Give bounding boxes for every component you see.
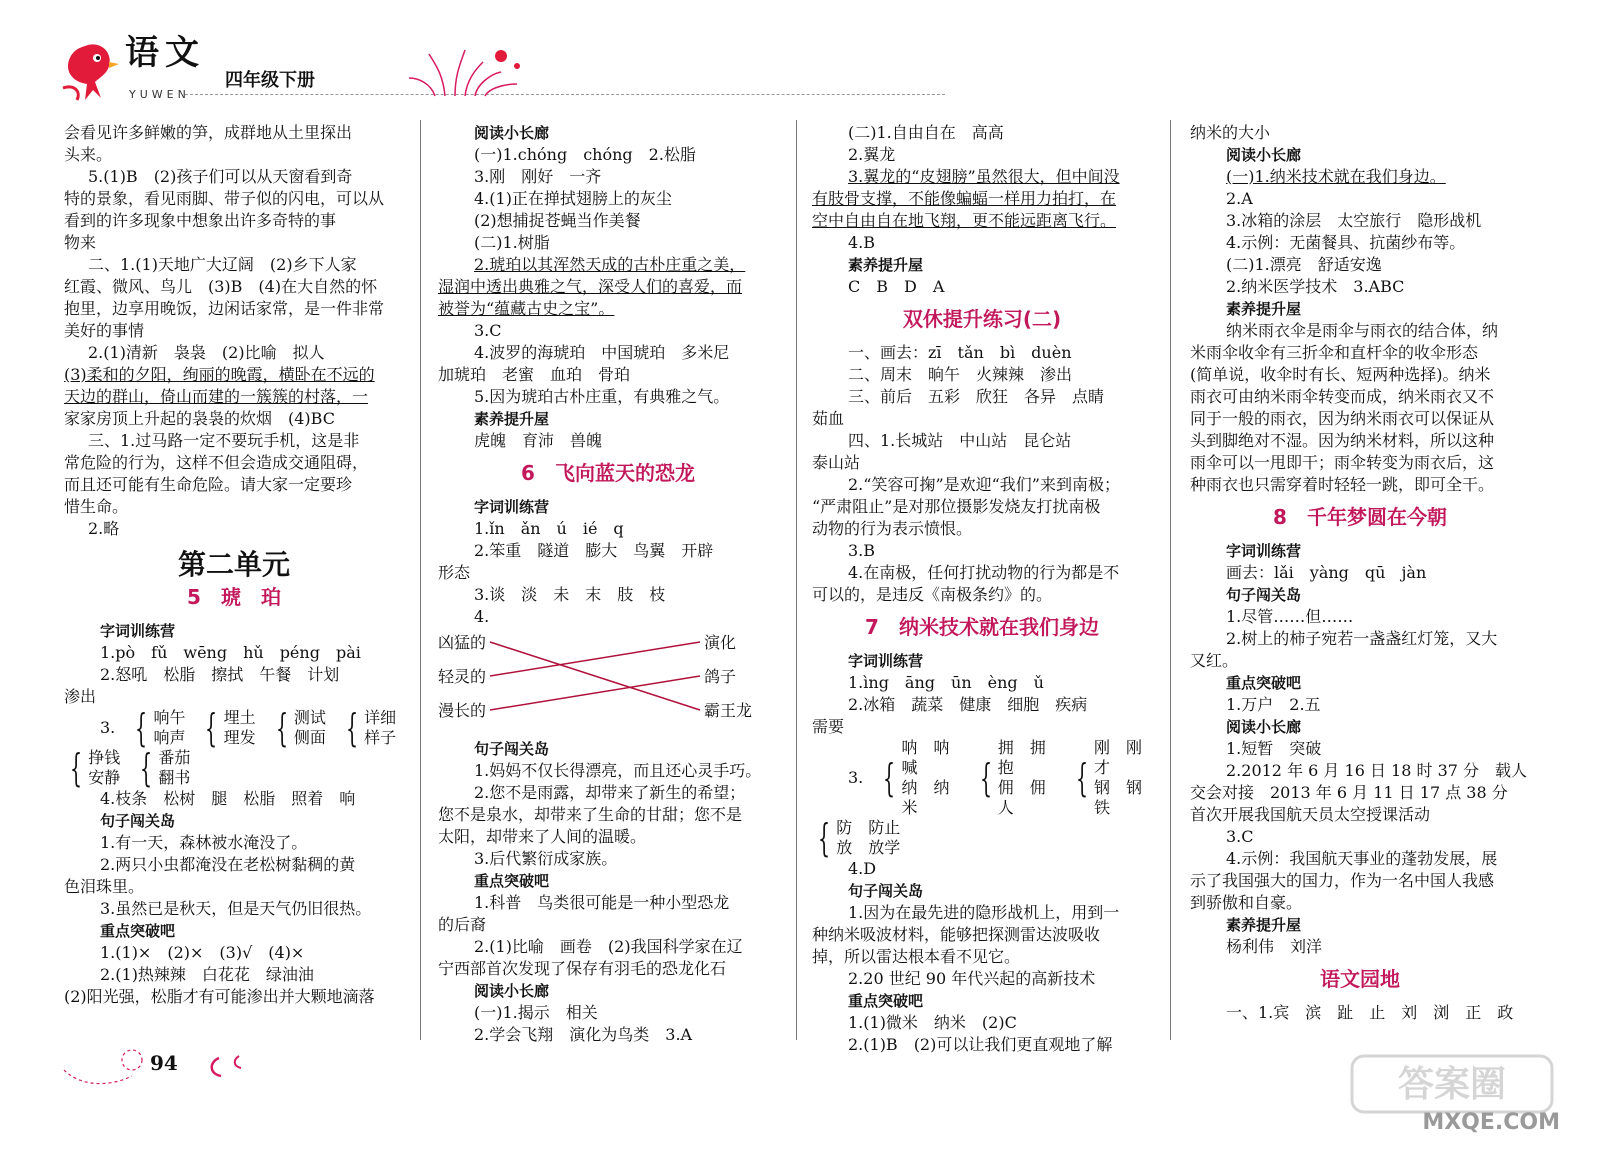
text-line: 5.因为琥珀古朴庄重，有典雅之气。: [474, 387, 730, 406]
word: 佣 佣人: [997, 778, 1046, 817]
text-line: 加琥珀 老蜜 血珀 骨珀: [438, 365, 631, 384]
word: 翻书: [158, 768, 191, 787]
text-line: 4.B: [848, 233, 876, 252]
text-line: 3.翼龙的“皮翅膀”虽然很大，但中间没: [848, 167, 1120, 186]
lesson-heading: [438, 462, 778, 484]
text-line: 2.2012 年 6 月 16 日 18 时 37 分 载人: [1226, 761, 1528, 780]
text-line: (二)1.漂亮 舒适安逸: [1226, 255, 1382, 274]
word: 挣钱: [88, 748, 121, 767]
page-header: [55, 33, 955, 108]
text-line: 家家房顶上升起的袅袅的炊烟 (4)BC: [64, 409, 335, 428]
word-pair: { 响午 响声: [135, 706, 186, 750]
word: 响午: [153, 708, 186, 727]
text-line: 2.略: [88, 519, 120, 538]
text-line: 1.(1)微米 纳米 (2)C: [848, 1013, 1017, 1032]
text-line: 又红。: [1190, 651, 1239, 670]
lesson-title: 琥 珀: [220, 585, 281, 609]
section-heading: 阅读小长廊: [474, 124, 550, 142]
column-3: [812, 122, 1152, 1056]
match-right-item: 霸王龙: [704, 701, 753, 720]
lesson-heading: [64, 586, 404, 608]
text-line: 空中自由自在地飞翔，更不能远距离飞行。: [812, 211, 1117, 230]
brace-group-row: [64, 748, 404, 788]
word: 理发: [223, 728, 256, 747]
word-pair: { 挣钱 安静: [70, 746, 121, 790]
section-heading: 句子闯关岛: [1226, 586, 1302, 604]
lesson-title: 纳米技术就在我们身边: [898, 615, 1099, 639]
text-line: 2.笨重 隧道 膨大 鸟翼 开辟: [474, 541, 714, 560]
text-line: 2.(1)热辣辣 白花花 绿油油: [100, 965, 314, 984]
text-line: 4.在南极，任何打扰动物的行为都是不: [848, 563, 1120, 582]
page-number: 94: [150, 1051, 178, 1075]
text-line: C B D A: [848, 277, 945, 296]
match-left-item: 凶猛的: [438, 633, 487, 652]
column-2: [438, 122, 778, 1046]
text-line: 2.(1)B (2)可以让我们更直观地了解: [848, 1035, 1113, 1054]
word-pair: { 防 防止 放 放学: [818, 816, 901, 860]
section-heading: 阅读小长廊: [474, 982, 550, 1000]
section-heading: 阅读小长廊: [1226, 146, 1302, 164]
word: 纳 纳米: [901, 778, 950, 817]
text-line: 常危险的行为，这样不但会造成交通阻碍，: [64, 453, 369, 472]
word: 钢 钢铁: [1093, 778, 1142, 817]
text-line: 三、1.过马路一定不要玩手机，这是非: [88, 431, 360, 450]
brace-group-row: [812, 818, 1152, 858]
column-divider: [796, 120, 797, 1040]
text-line: 3.B: [848, 541, 876, 560]
text-line: 2.20 世纪 90 年代兴起的高新技术: [848, 969, 1096, 988]
section-heading: 字词训练营: [474, 498, 550, 516]
word: 详细: [364, 708, 397, 727]
text-line: 二、周末 晌午 火辣辣 渗出: [848, 365, 1073, 384]
section-heading: 字词训练营: [100, 622, 176, 640]
text-line: 4.: [474, 607, 490, 626]
item-number: 3.: [100, 718, 116, 737]
text-line: 头到脚绝对不湿。因为纳米材料，所以这种: [1190, 431, 1495, 450]
text-line: 看到的许多现象中想象出许多奇特的事: [64, 211, 337, 230]
section-heading: 字词训练营: [1226, 542, 1302, 560]
word: 安静: [88, 768, 121, 787]
text-line: 1.短暂 突破: [1226, 739, 1322, 758]
section-heading: 句子闯关岛: [474, 740, 550, 758]
text-line: 您不是泉水，却带来了生命的甘甜；您不是: [438, 805, 743, 824]
text-line: 而且还可能有生命危险。请大家一定要珍: [64, 475, 353, 494]
moon-decoration-icon: [205, 1054, 249, 1078]
text-line: (二)1.树脂: [474, 233, 550, 252]
word-pair: { 刚 刚才 钢 钢铁: [1070, 738, 1152, 818]
text-line: 2.学会飞翔 演化为鸟类 3.A: [474, 1025, 693, 1044]
word-pair: { 拥 拥抱 佣 佣人: [974, 738, 1056, 818]
text-line: 2.(1)比喻 画卷 (2)我国科学家在辽: [474, 937, 743, 956]
lesson-heading: 双休提升练习(二): [902, 307, 1062, 331]
text-line: 一、1.宾 滨 趾 止 刘 浏 正 政: [1226, 1003, 1514, 1022]
text-line: 4.枝条 松树 腿 松脂 照着 响: [100, 789, 356, 808]
word: 侧面: [293, 728, 326, 747]
text-line: 1.有一天，森林被水淹没了。: [100, 833, 308, 852]
word: 防 防止: [836, 818, 901, 837]
text-line: 3.C: [1226, 827, 1254, 846]
text-line: 有肢骨支撑，不能像蝙蝠一样用力拍打，在: [812, 189, 1117, 208]
text-line: 1.ǐn ǎn ú ié q: [474, 519, 624, 538]
lesson-heading: 语文园地: [1320, 967, 1400, 991]
text-line: 1.尽管……但……: [1226, 607, 1354, 626]
word: 测试: [293, 708, 326, 727]
section-heading: 阅读小长廊: [1226, 718, 1302, 736]
word: 样子: [364, 728, 397, 747]
text-line: 动物的行为表示愤恨。: [812, 519, 973, 538]
text-line: (2)想捕捉苍蝇当作美餐: [474, 211, 641, 230]
text-line: 二、1.(1)天地广大辽阔 (2)乡下人家: [88, 255, 357, 274]
text-line: 茹血: [812, 409, 845, 428]
text-line: (3)柔和的夕阳，绚丽的晚霞，横卧在不远的: [64, 365, 375, 384]
text-line: 惜生命。: [64, 497, 129, 516]
watermark-text: MXQE.COM: [1422, 1110, 1560, 1135]
text-line: 泰山站: [812, 453, 861, 472]
section-heading: 重点突破吧: [848, 992, 924, 1010]
lesson-title: 飞向蓝天的恐龙: [554, 461, 695, 485]
text-line: 天边的群山，倚山而建的一簇簇的村落，一: [64, 387, 369, 406]
text-line: (一)1.chóng chóng 2.松脂: [474, 145, 696, 164]
text-line: 雨衣可由纳米雨伞转变而成，纳米雨衣又不: [1190, 387, 1495, 406]
text-line: 杨利伟 刘洋: [1226, 937, 1323, 956]
bird-logo-icon: [55, 38, 125, 108]
subject-title: 语文: [125, 33, 205, 73]
match-right-item: 演化: [704, 633, 737, 652]
text-line: 2.树上的柿子宛若一盏盏红灯笼，又大: [1226, 629, 1498, 648]
text-line: 2.纳米医学技术 3.ABC: [1226, 277, 1405, 296]
lesson-number: 5: [187, 585, 201, 609]
text-line: 2.(1)清新 袅袅 (2)比喻 拟人: [88, 343, 325, 362]
section-heading: 句子闯关岛: [848, 882, 924, 900]
text-line: 头来。: [64, 145, 113, 164]
text-line: 纳米雨衣伞是雨伞与雨衣的结合体，纳: [1226, 321, 1499, 340]
header-divider: [185, 94, 945, 95]
text-line: 3.冰箱的涂层 太空旅行 隐形战机: [1226, 211, 1482, 230]
word: 番茄: [158, 748, 191, 767]
text-line: 抱里，边享用晚饭，边闲话家常，是一件非常: [64, 299, 385, 318]
lesson-heading: [812, 616, 1152, 638]
text-line: 4.示例：我国航天事业的蓬勃发展，展: [1226, 849, 1498, 868]
text-line: 物来: [64, 233, 97, 252]
text-line: 5.(1)B (2)孩子们可以从天窗看到奇: [88, 167, 353, 186]
text-line: 雨伞可以一甩即干；雨伞转变为雨衣后，这: [1190, 453, 1495, 472]
section-heading: 字词训练营: [848, 652, 924, 670]
grass-flower-decoration-icon: [405, 44, 565, 98]
text-line: 1.科普 鸟类很可能是一种小型恐龙: [474, 893, 730, 912]
text-line: 到骄傲和自豪。: [1190, 893, 1303, 912]
brace-group-row: [812, 738, 1152, 818]
text-line: 种雨衣也只需穿着时轻轻一跳，即可全干。: [1190, 475, 1495, 494]
match-left-item: 漫长的: [438, 701, 487, 720]
text-line: 需要: [812, 717, 845, 736]
section-heading: 素养提升屋: [848, 256, 924, 274]
text-line: 美好的事情: [64, 321, 145, 340]
text-line: (一)1.揭示 相关: [474, 1003, 598, 1022]
text-line: 2.您不是雨露，却带来了新生的希望；: [474, 783, 746, 802]
word: 呐 呐喊: [901, 738, 950, 777]
text-line: 形态: [438, 563, 471, 582]
text-line: 2.“笑容可掬”是欢迎“我们”来到南极；: [848, 475, 1120, 494]
lesson-number: 7: [865, 615, 879, 639]
word: 放 放学: [836, 838, 901, 857]
text-line: 种纳米吸波材料，能够把探测雷达波吸收: [812, 925, 1101, 944]
text-line: 三、前后 五彩 欣狂 各异 点睛: [848, 387, 1105, 406]
text-line: 虎魄 育沛 兽魄: [474, 431, 603, 450]
text-line: 1.妈妈不仅长得漂亮，而且还心灵手巧。: [474, 761, 762, 780]
text-line: 3.C: [474, 321, 502, 340]
lesson-number: 6: [521, 461, 535, 485]
section-heading: 重点突破吧: [474, 872, 550, 890]
text-line: 红霞、微风、鸟儿 (3)B (4)在大自然的怀: [64, 277, 378, 296]
text-line: 四、1.长城站 中山站 昆仑站: [848, 431, 1072, 450]
text-line: 1.因为在最先进的隐形战机上，用到一: [848, 903, 1120, 922]
text-line: 太阳，却带来了人间的温暖。: [438, 827, 647, 846]
matching-exercise: [438, 628, 778, 738]
text-line: 同于一般的雨衣，因为纳米雨衣可以保证从: [1190, 409, 1495, 428]
section-heading: 重点突破吧: [1226, 674, 1302, 692]
word: 埋土: [223, 708, 256, 727]
text-line: 2.怒吼 松脂 擦拭 午餐 计划: [100, 665, 340, 684]
word-pair: { 番茄 翻书: [140, 746, 191, 790]
text-line: (一)1.纳米技术就在我们身边。: [1226, 167, 1446, 186]
text-line: 纳米的大小: [1190, 123, 1271, 142]
word: 拥 拥抱: [997, 738, 1046, 777]
item-number: 3.: [848, 768, 864, 787]
text-line: 3.刚 刚好 一齐: [474, 167, 602, 186]
column-1: [64, 122, 404, 1008]
text-line: (2)阳光强，松脂才有可能渗出并大颗地滴落: [64, 987, 375, 1006]
section-heading: 素养提升屋: [474, 410, 550, 428]
section-heading: 句子闯关岛: [100, 812, 176, 830]
text-line: 2.冰箱 蔬菜 健康 细胞 疾病: [848, 695, 1088, 714]
brace-group-row: [64, 708, 404, 748]
text-line: 1.pò fǔ wēng hǔ péng pài: [100, 643, 361, 662]
text-line: 会看见许多鲜嫩的笋，成群地从土里探出: [64, 123, 353, 142]
word: 响声: [153, 728, 186, 747]
word-pair: { 详细 样子: [345, 706, 397, 750]
word-pair: { 埋土 理发: [205, 706, 256, 750]
text-line: 2.A: [1226, 189, 1253, 208]
text-line: 2.翼龙: [848, 145, 896, 164]
text-line: 4.示例：无菌餐具、抗菌纱布等。: [1226, 233, 1466, 252]
lesson-heading: [1190, 506, 1530, 528]
column-divider: [1170, 120, 1171, 1040]
text-line: 4.(1)正在掸拭翅膀上的灰尘: [474, 189, 672, 208]
text-line: 可以的，是违反《南极条约》的。: [812, 585, 1053, 604]
text-line: 首次开展我国航天员太空授课活动: [1190, 805, 1431, 824]
text-line: 1.(1)× (2)× (3)√ (4)×: [100, 943, 305, 962]
text-line: 米雨伞收伞有三折伞和直杆伞的收伞形态: [1190, 343, 1479, 362]
text-line: 2.琥珀以其浑然天成的古朴庄重之美，: [474, 255, 746, 274]
watermark-logo-text: 答案圈: [1397, 1064, 1507, 1105]
text-line: 的后裔: [438, 915, 487, 934]
text-line: 宁西部首次发现了保存有羽毛的恐龙化石: [438, 959, 727, 978]
section-heading: 重点突破吧: [100, 922, 176, 940]
text-line: 1.ìng āng ūn èng ǔ: [848, 673, 1044, 692]
column-4: [1190, 122, 1530, 1024]
text-line: 1.万户 2.五: [1226, 695, 1321, 714]
match-left-item: 轻灵的: [438, 667, 487, 686]
text-line: 掉，所以雷达根本看不见它。: [812, 947, 1021, 966]
lesson-number: 8: [1273, 505, 1287, 529]
word-pair: { 测试 侧面: [275, 706, 326, 750]
text-line: “严肃阻止”是对那位摄影发烧友打扰南极: [812, 497, 1101, 516]
column-divider: [420, 120, 421, 1040]
word-pair: { 呐 呐喊 纳 纳米: [877, 738, 959, 818]
text-line: 特的景象，看见雨脚、带子似的闪电，可以从: [64, 189, 385, 208]
section-heading: 素养提升屋: [1226, 300, 1302, 318]
text-line: 湿润中透出典雅之气，深受人们的喜爱，而: [438, 277, 743, 296]
section-heading: 素养提升屋: [1226, 916, 1302, 934]
text-line: (简单说，收伞时有长、短两种选择)。纳米: [1190, 365, 1491, 384]
lesson-title: 千年梦圆在今朝: [1306, 505, 1447, 529]
text-line: 4.波罗的海琥珀 中国琥珀 多米尼: [474, 343, 730, 362]
match-right-item: 鸽子: [704, 667, 737, 686]
text-line: 4.D: [848, 859, 877, 878]
word: 刚 刚才: [1093, 738, 1142, 777]
text-line: 一、画去：zī tǎn bì duèn: [848, 343, 1072, 362]
text-line: 3.谈 淡 未 末 肢 枝: [474, 585, 666, 604]
text-line: 示了我国强大的国力，作为一名中国人我感: [1190, 871, 1495, 890]
subject-pinyin: YUWEN: [129, 88, 190, 101]
unit-heading: 第二单元: [177, 548, 290, 581]
text-line: 2.两只小虫都淹没在老松树黏稠的黄: [100, 855, 356, 874]
text-line: 3.虽然已是秋天，但是天气仍旧很热。: [100, 899, 372, 918]
text-line: 3.后代繁衍成家族。: [474, 849, 618, 868]
text-line: 画去：lǎi yàng qū jàn: [1226, 563, 1427, 582]
text-line: 渗出: [64, 687, 97, 706]
text-line: 交会对接 2013 年 6 月 11 日 17 点 38 分: [1190, 783, 1508, 802]
text-line: (二)1.自由自在 高高: [848, 123, 1004, 142]
grade-label: 四年级下册: [225, 70, 315, 91]
footer-swirl-decoration-icon: [62, 1040, 152, 1090]
text-line: 被誉为“蕴藏古史之宝”。: [438, 299, 615, 318]
text-line: 色泪珠里。: [64, 877, 145, 896]
